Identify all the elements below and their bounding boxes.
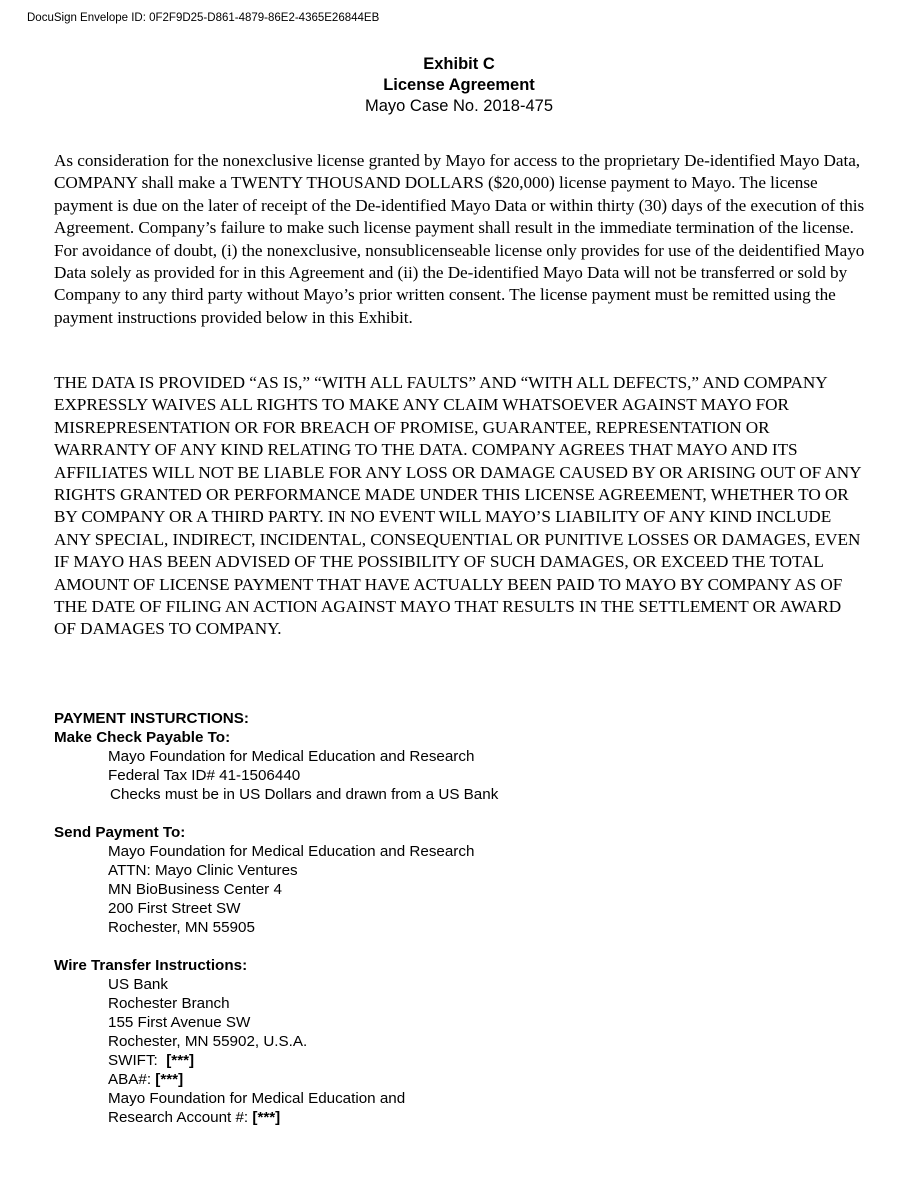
swift-value: [***] bbox=[166, 1052, 195, 1069]
wire-heading: Wire Transfer Instructions: bbox=[54, 957, 248, 974]
check-payee: Mayo Foundation for Medical Education and Research bbox=[108, 748, 475, 765]
aba-value: [***] bbox=[155, 1071, 184, 1088]
document-title: License Agreement bbox=[383, 76, 535, 94]
send-line-5: Rochester, MN 55905 bbox=[108, 919, 255, 936]
wire-street: 155 First Avenue SW bbox=[108, 1014, 251, 1031]
payment-instructions bbox=[54, 709, 754, 1127]
send-line-1: Mayo Foundation for Medical Education and Research bbox=[108, 843, 475, 860]
send-line-2: ATTN: Mayo Clinic Ventures bbox=[108, 862, 298, 879]
tax-id: Federal Tax ID# 41-1506440 bbox=[108, 767, 301, 784]
wire-account bbox=[54, 1108, 754, 1127]
disclaimer-paragraph: THE DATA IS PROVIDED “AS IS,” “WITH ALL FAULTS” AND “WITH ALL DEFECTS,” AND COMPANY EXPRESSLY WAIVES ALL RIGHTS TO MAKE ANY CLAIM WHATSOEVER AGAINST MAYO FOR MISREPRESENTATION OR FOR BREACH OF PROMISE, GUARANTEE, REPRESENTATION OR WARRANTY OF ANY KIND RELATING TO THE DATA. COMPANY AGREES THAT MAYO AND ITS AFFILIATES WILL NOT BE LIABLE FOR ANY LOSS OR DAMAGE CAUSED BY OR ARISING OUT OF ANY RIGHTS GRANTED OR PERFORMANCE MADE UNDER THIS LICENSE AGREEMENT, WHETHER TO OR BY COMPANY OR A THIRD PARTY. IN NO EVENT WILL MAYO’S LIABILITY OF ANY KIND INCLUDE ANY SPECIAL, INDIRECT, INCIDENTAL, CONSEQUENTIAL OR PUNITIVE LOSSES OR DAMAGES, EVEN IF MAYO HAS BEEN ADVISED OF THE POSSIBILITY OF SUCH DAMAGES, OR EXCEED THE TOTAL AMOUNT OF LICENSE PAYMENT THAT HAVE ACTUALLY BEEN PAID TO MAYO BY COMPANY AS OF THE DATE OF FILING AN ACTION AGAINST MAYO THAT RESULTS IN THE SETTLEMENT OR AWARD OF DAMAGES TO COMPANY. bbox=[54, 373, 861, 639]
exhibit-header bbox=[0, 54, 918, 117]
check-note: Checks must be in US Dollars and drawn from a US Bank bbox=[110, 786, 499, 803]
check-heading: Make Check Payable To: bbox=[54, 729, 231, 746]
wire-branch: Rochester Branch bbox=[108, 995, 230, 1012]
wire-bank: US Bank bbox=[108, 976, 168, 993]
account-label: Research Account #: bbox=[108, 1109, 249, 1126]
aba-label: ABA#: bbox=[108, 1071, 152, 1088]
wire-aba bbox=[54, 1070, 754, 1089]
docusign-envelope-id: DocuSign Envelope ID: 0F2F9D25-D861-4879-86E2-4365E26844EB bbox=[27, 12, 380, 24]
consideration-paragraph: As consideration for the nonexclusive license granted by Mayo for access to the proprietary De-identified Mayo Data, COMPANY shall make a TWENTY THOUSAND DOLLARS ($20,000) license payment to Mayo. The license payment is due on the later of receipt of the De-identified Mayo Data or within thirty (30) days of the execution of this Agreement. Company’s failure to make such license payment shall result in the immediate termination of the license. For avoidance of doubt, (i) the nonexclusive, nonsublicenseable license only provides for use of the deidentified Mayo Data solely as provided for in this Agreement and (ii) the De-identified Mayo Data will not be transferred or sold by Company to any third party without Mayo’s prior written consent. The license payment must be remitted using the payment instructions provided below in this Exhibit. bbox=[54, 151, 865, 327]
case-number: Mayo Case No. 2018-475 bbox=[364, 97, 554, 115]
send-heading: Send Payment To: bbox=[54, 824, 186, 841]
account-value: [***] bbox=[252, 1109, 281, 1126]
wire-city: Rochester, MN 55902, U.S.A. bbox=[108, 1033, 308, 1050]
swift-label: SWIFT: bbox=[108, 1052, 158, 1069]
send-line-3: MN BioBusiness Center 4 bbox=[108, 881, 282, 898]
wire-swift bbox=[54, 1051, 754, 1070]
send-line-4: 200 First Street SW bbox=[108, 900, 241, 917]
exhibit-label: Exhibit C bbox=[423, 55, 495, 73]
payment-heading: PAYMENT INSTURCTIONS: bbox=[54, 710, 249, 727]
wire-account-line-1: Mayo Foundation for Medical Education and bbox=[108, 1090, 406, 1107]
